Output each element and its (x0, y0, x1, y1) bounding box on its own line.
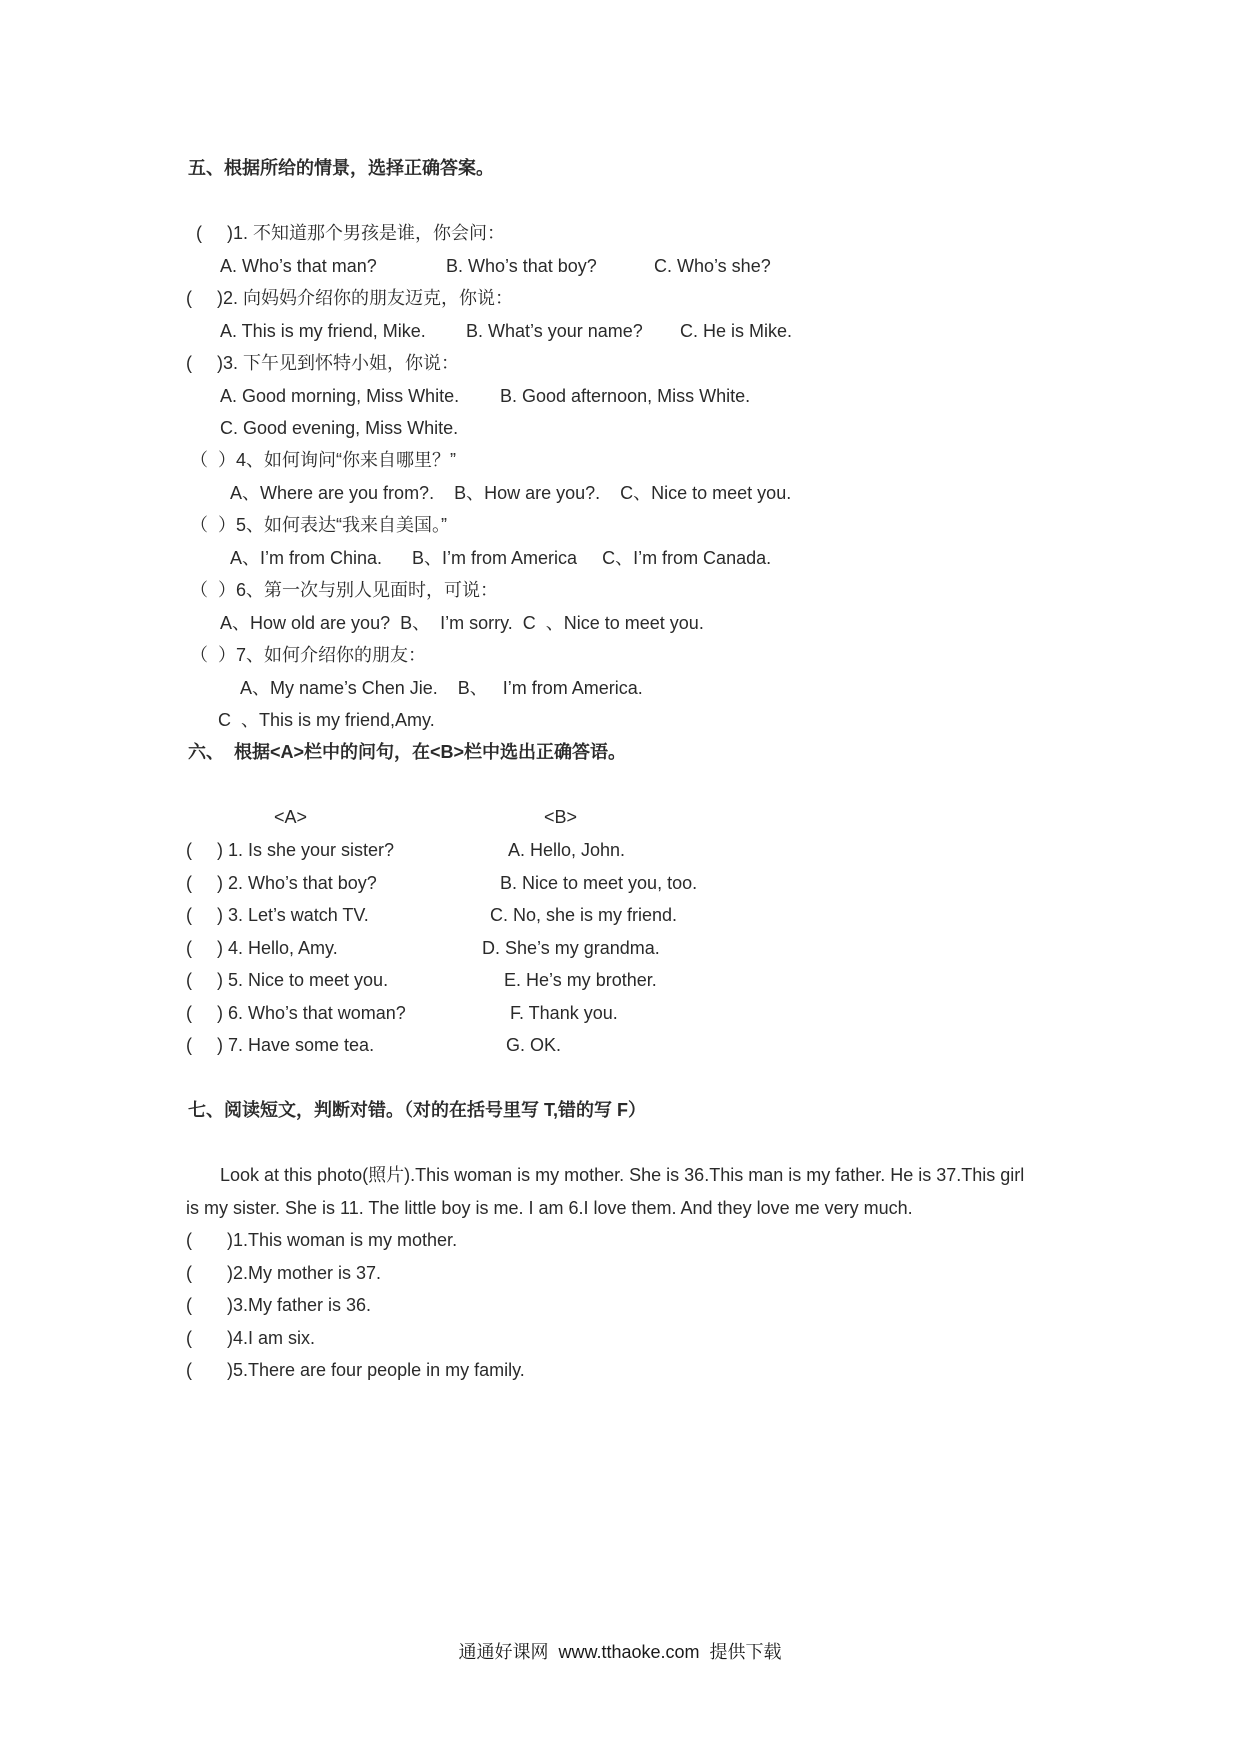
match-question: ( ) 6. Who’s that woman? (186, 1003, 406, 1023)
q3-option-c: C. Good evening, Miss White. (220, 418, 459, 438)
q3-option-b: B. Good afternoon, Miss White. (500, 386, 751, 406)
section7-heading: 七、阅读短文，判断对错。（对的在括号里写 T,错的写 F） (188, 1100, 646, 1120)
match-answer: C. No, she is my friend. (490, 905, 678, 925)
passage-line-1: Look at this photo(照片).This woman is my mother. She is 36.This man is my father. He is 37.This girl (220, 1165, 1025, 1185)
match-answer: G. OK. (506, 1035, 562, 1055)
q6-options: A、How old are you? B、 I’m sorry. C 、Nice to meet you. (220, 613, 704, 633)
q2-option-b: B. What’s your name? (466, 321, 643, 341)
match-question: ( ) 1. Is she your sister? (186, 840, 395, 860)
true-false-item: ( )4.I am six. (186, 1328, 316, 1348)
section6-heading: 六、 根据<A>栏中的问句，在<B>栏中选出正确答语。 (188, 742, 627, 762)
q2-option-c: C. He is Mike. (680, 321, 793, 341)
match-question: ( ) 7. Have some tea. (186, 1035, 375, 1055)
match-answer: B. Nice to meet you, too. (500, 873, 698, 893)
match-answer: D. She’s my grandma. (482, 938, 660, 958)
column-a-header: <A> (274, 807, 308, 827)
q3-option-a: A. Good morning, Miss White. (220, 386, 460, 406)
true-false-item: ( )3.My father is 36. (186, 1295, 372, 1315)
q1-option-a: A. Who’s that man? (220, 256, 377, 276)
passage-line-2: is my sister. She is 11. The little boy is me. I am 6.I love them. And they love me very much. (186, 1198, 913, 1218)
true-false-item: ( )1.This woman is my mother. (186, 1230, 458, 1250)
q2-option-a: A. This is my friend, Mike. (220, 321, 426, 341)
match-question: ( ) 2. Who’s that boy? (186, 873, 377, 893)
q5-options: A、I’m from China. B、I’m from America C、I’m from Canada. (230, 548, 772, 568)
q7-option-c: C 、This is my friend,Amy. (218, 710, 435, 730)
question-4: （ ）4、如何询问“你来自哪里？” (190, 450, 456, 470)
column-b-header: <B> (544, 807, 578, 827)
question-7: （ ）7、如何介绍你的朋友： (190, 645, 427, 665)
q1-option-b: B. Who’s that boy? (446, 256, 597, 276)
question-1: ( )1. 不知道那个男孩是谁，你会问： (196, 223, 506, 243)
q7-options-ab: A、My name’s Chen Jie. B、 I’m from America. (240, 678, 643, 698)
section5-heading: 五、根据所给的情景，选择正确答案。 (188, 158, 494, 178)
match-question: ( ) 5. Nice to meet you. (186, 970, 389, 990)
question-2: ( )2. 向妈妈介绍你的朋友迈克，你说： (186, 288, 514, 308)
match-question: ( ) 4. Hello, Amy. (186, 938, 338, 958)
q1-option-c: C. Who’s she? (654, 256, 771, 276)
match-answer: E. He’s my brother. (504, 970, 657, 990)
match-question: ( ) 3. Let’s watch TV. (186, 905, 369, 925)
question-6: （ ）6、第一次与别人见面时，可说： (190, 580, 499, 600)
question-5: （ ）5、如何表达“我来自美国。” (190, 515, 447, 535)
page-footer: 通通好课网 www.tthaoke.com 提供下载 (458, 1642, 782, 1662)
true-false-item: ( )5.There are four people in my family. (186, 1360, 525, 1380)
question-3: ( )3. 下午见到怀特小姐，你说： (186, 353, 460, 373)
match-answer: A. Hello, John. (508, 840, 626, 860)
q4-options: A、Where are you from?. B、How are you?. C、Nice to meet you. (230, 483, 792, 503)
true-false-item: ( )2.My mother is 37. (186, 1263, 382, 1283)
match-answer: F. Thank you. (510, 1003, 618, 1023)
